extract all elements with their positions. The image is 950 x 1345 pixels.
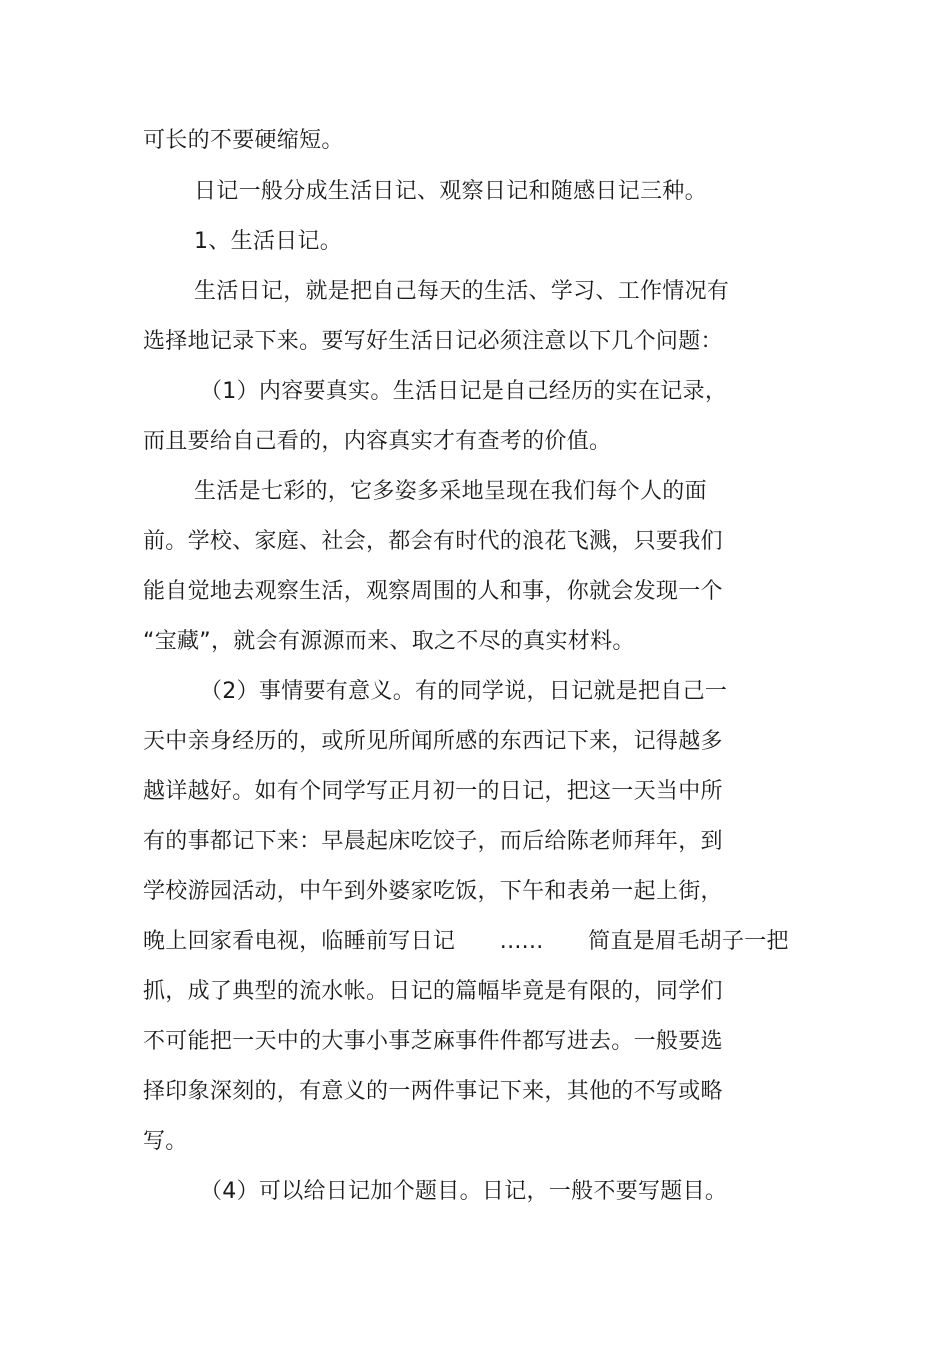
text-line: 写。	[143, 1129, 188, 1154]
text-line: 天中亲身经历的，或所见所闻所感的东西记下来，记得越多	[143, 729, 723, 754]
text-line: 晚上回家看电视，临睡前写日记 ...... 简直是眉毛胡子一把	[143, 929, 789, 954]
text-line: 而且要给自己看的，内容真实才有查考的价值。	[143, 429, 612, 454]
text-line: 生活日记，就是把自己每天的生活、学习、工作情况有	[194, 279, 730, 304]
text-line: 日记一般分成生活日记、观察日记和随感日记三种。	[194, 179, 707, 204]
text-line: 不可能把一天中的大事小事芝麻事件件都写进去。一般要选	[143, 1029, 723, 1054]
text-line: “宝藏”，就会有源源而来、取之不尽的真实材料。	[143, 629, 635, 654]
text-line: 选择地记录下来。要写好生活日记必须注意以下几个问题：	[143, 329, 723, 354]
text-line: 学校游园活动，中午到外婆家吃饭，下午和表弟一起上街，	[143, 879, 723, 904]
text-line: 择印象深刻的，有意义的一两件事记下来，其他的不写或略	[143, 1079, 723, 1104]
text-line: 有的事都记下来：早晨起床吃饺子，而后给陈老师拜年，到	[143, 829, 723, 854]
text-line: 能自觉地去观察生活，观察周围的人和事，你就会发现一个	[143, 579, 723, 604]
text-line: 抓，成了典型的流水帐。日记的篇幅毕竟是有限的，同学们	[143, 979, 723, 1004]
text-line: 前。学校、家庭、社会，都会有时代的浪花飞溅，只要我们	[143, 529, 723, 554]
text-line: 可长的不要硬缩短。	[143, 128, 344, 153]
text-line: 1、生活日记。	[194, 229, 343, 254]
text-line: 生活是七彩的，它多姿多采地呈现在我们每个人的面	[194, 479, 707, 504]
text-line: （1）内容要真实。生活日记是自己经历的实在记录，	[200, 379, 728, 404]
text-line: 越详越好。如有个同学写正月初一的日记，把这一天当中所	[143, 779, 723, 804]
text-line: （2）事情要有意义。有的同学说，日记就是把自己一	[200, 679, 728, 704]
text-line: （4）可以给日记加个题目。日记，一般不要写题目。	[200, 1179, 728, 1204]
